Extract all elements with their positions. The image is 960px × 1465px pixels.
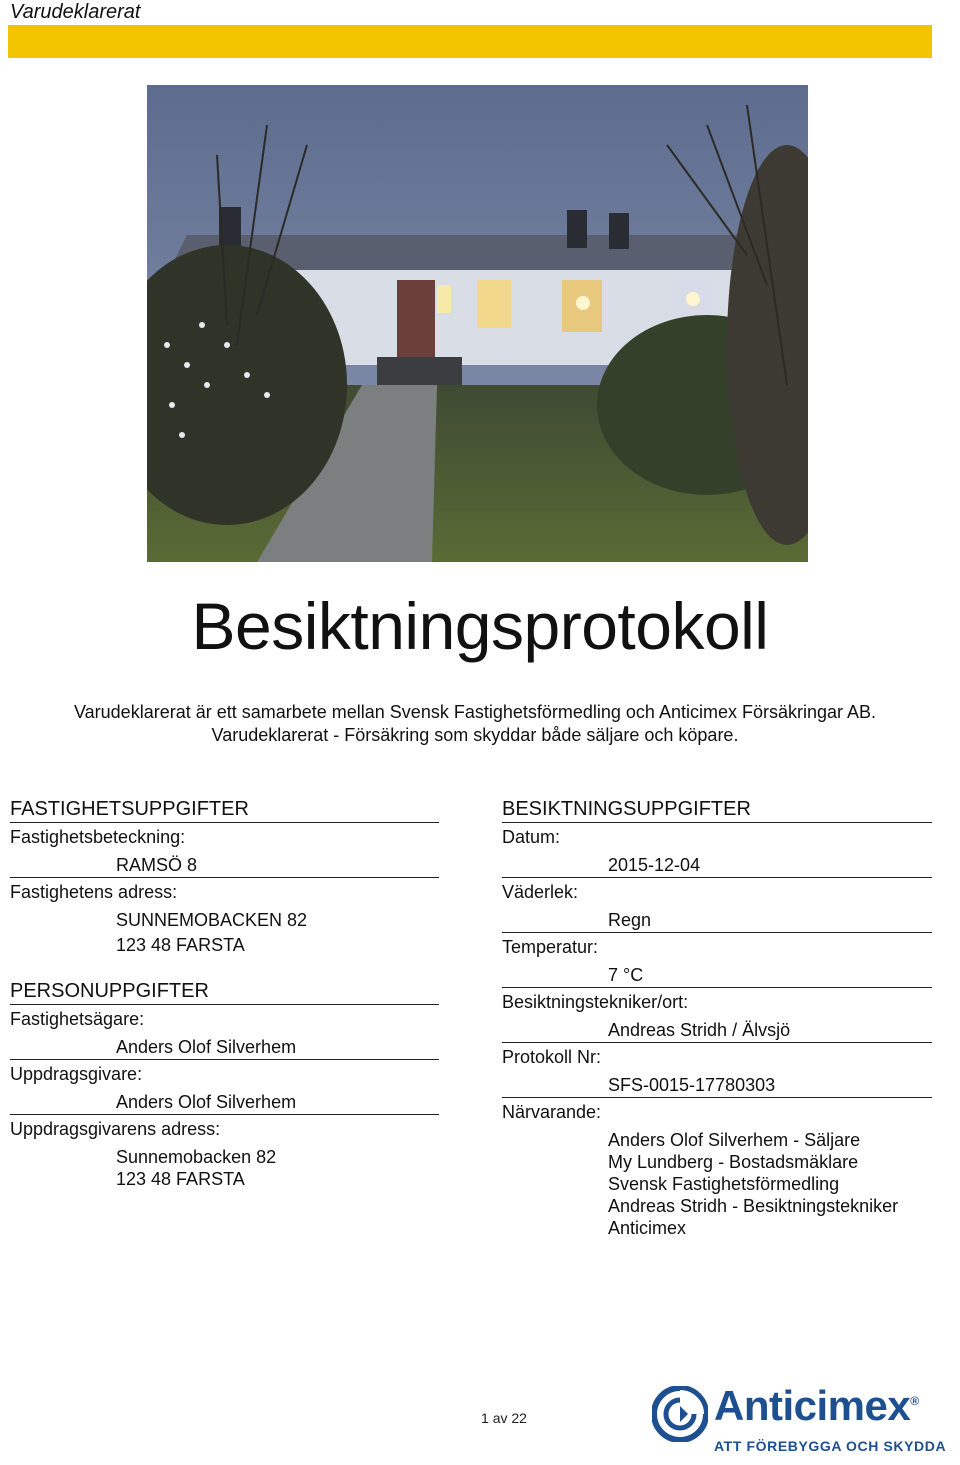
- page-number: 1 av 22: [481, 1410, 527, 1426]
- inspection-column: [502, 796, 932, 1239]
- client-label: Uppdragsgivare:: [10, 1064, 143, 1084]
- client-value: Anders Olof Silverhem: [116, 1092, 297, 1112]
- divider: [502, 932, 932, 933]
- present-item: Anticimex: [608, 1218, 687, 1238]
- divider: [10, 822, 439, 823]
- divider: [502, 877, 932, 878]
- client-address-label: Uppdragsgivarens adress:: [10, 1119, 221, 1139]
- logo-tagline: ATT FÖREBYGGA OCH SKYDDA: [714, 1438, 947, 1454]
- client-address-line-1: Sunnemobacken 82: [116, 1147, 277, 1167]
- client-address-line-2: 123 48 FARSTA: [116, 1169, 245, 1189]
- divider: [10, 1004, 439, 1005]
- address-line-2: 123 48 FARSTA: [116, 935, 245, 955]
- house-photo-illustration: [147, 85, 808, 562]
- divider: [502, 1042, 932, 1043]
- weather-label: Väderlek:: [502, 882, 579, 902]
- inspector-label: Besiktningstekniker/ort:: [502, 992, 689, 1012]
- divider: [502, 987, 932, 988]
- weather-value: Regn: [608, 910, 652, 930]
- property-column: [10, 796, 439, 1190]
- page-title: Besiktningsprotokoll: [191, 589, 769, 663]
- owner-value: Anders Olof Silverhem: [116, 1037, 297, 1057]
- anticimex-logo: [652, 1382, 948, 1458]
- logo-word: Anticimex: [714, 1382, 911, 1429]
- present-item: My Lundberg - Bostadsmäklare: [608, 1152, 859, 1172]
- intro-line-2: Varudeklarerat - Försäkring som skyddar både säljare och köpare.: [211, 725, 739, 745]
- designation-label: Fastighetsbeteckning:: [10, 827, 186, 847]
- logo-wordmark: [714, 1382, 919, 1430]
- date-label: Datum:: [502, 827, 561, 847]
- intro-text: [0, 701, 950, 747]
- divider: [502, 1097, 932, 1098]
- divider: [10, 877, 439, 878]
- property-heading: FASTIGHETSUPPGIFTER: [10, 798, 249, 820]
- present-item: Svensk Fastighetsförmedling: [608, 1174, 840, 1194]
- address-line-1: SUNNEMOBACKEN 82: [116, 910, 308, 930]
- brand-title: Varudeklarerat: [10, 1, 141, 23]
- logo-registered: ®: [910, 1394, 919, 1408]
- persons-heading: PERSONUPPGIFTER: [10, 980, 209, 1002]
- divider: [10, 1114, 439, 1115]
- designation-value: RAMSÖ 8: [116, 855, 198, 875]
- temperature-label: Temperatur:: [502, 937, 599, 957]
- house-photo: [147, 85, 808, 562]
- date-value: 2015-12-04: [608, 855, 701, 875]
- protocol-value: SFS-0015-17780303: [608, 1075, 776, 1095]
- present-item: Andreas Stridh - Besiktningstekniker: [608, 1196, 899, 1216]
- intro-line-1: Varudeklarerat är ett samarbete mellan Svensk Fastighetsförmedling och Anticimex Försäkringar AB.: [73, 702, 877, 722]
- present-label: Närvarande:: [502, 1102, 602, 1122]
- protocol-label: Protokoll Nr:: [502, 1047, 602, 1067]
- present-item: Anders Olof Silverhem - Säljare: [608, 1130, 861, 1150]
- address-label: Fastighetens adress:: [10, 882, 178, 902]
- inspection-heading: BESIKTNINGSUPPGIFTER: [502, 798, 751, 820]
- anticimex-mark-icon: [652, 1386, 708, 1442]
- divider: [10, 1059, 439, 1060]
- owner-label: Fastighetsägare:: [10, 1009, 145, 1029]
- divider: [502, 822, 932, 823]
- temperature-value: 7 °C: [608, 965, 644, 985]
- inspector-value: Andreas Stridh / Älvsjö: [608, 1020, 791, 1040]
- header-accent-bar: [8, 25, 932, 58]
